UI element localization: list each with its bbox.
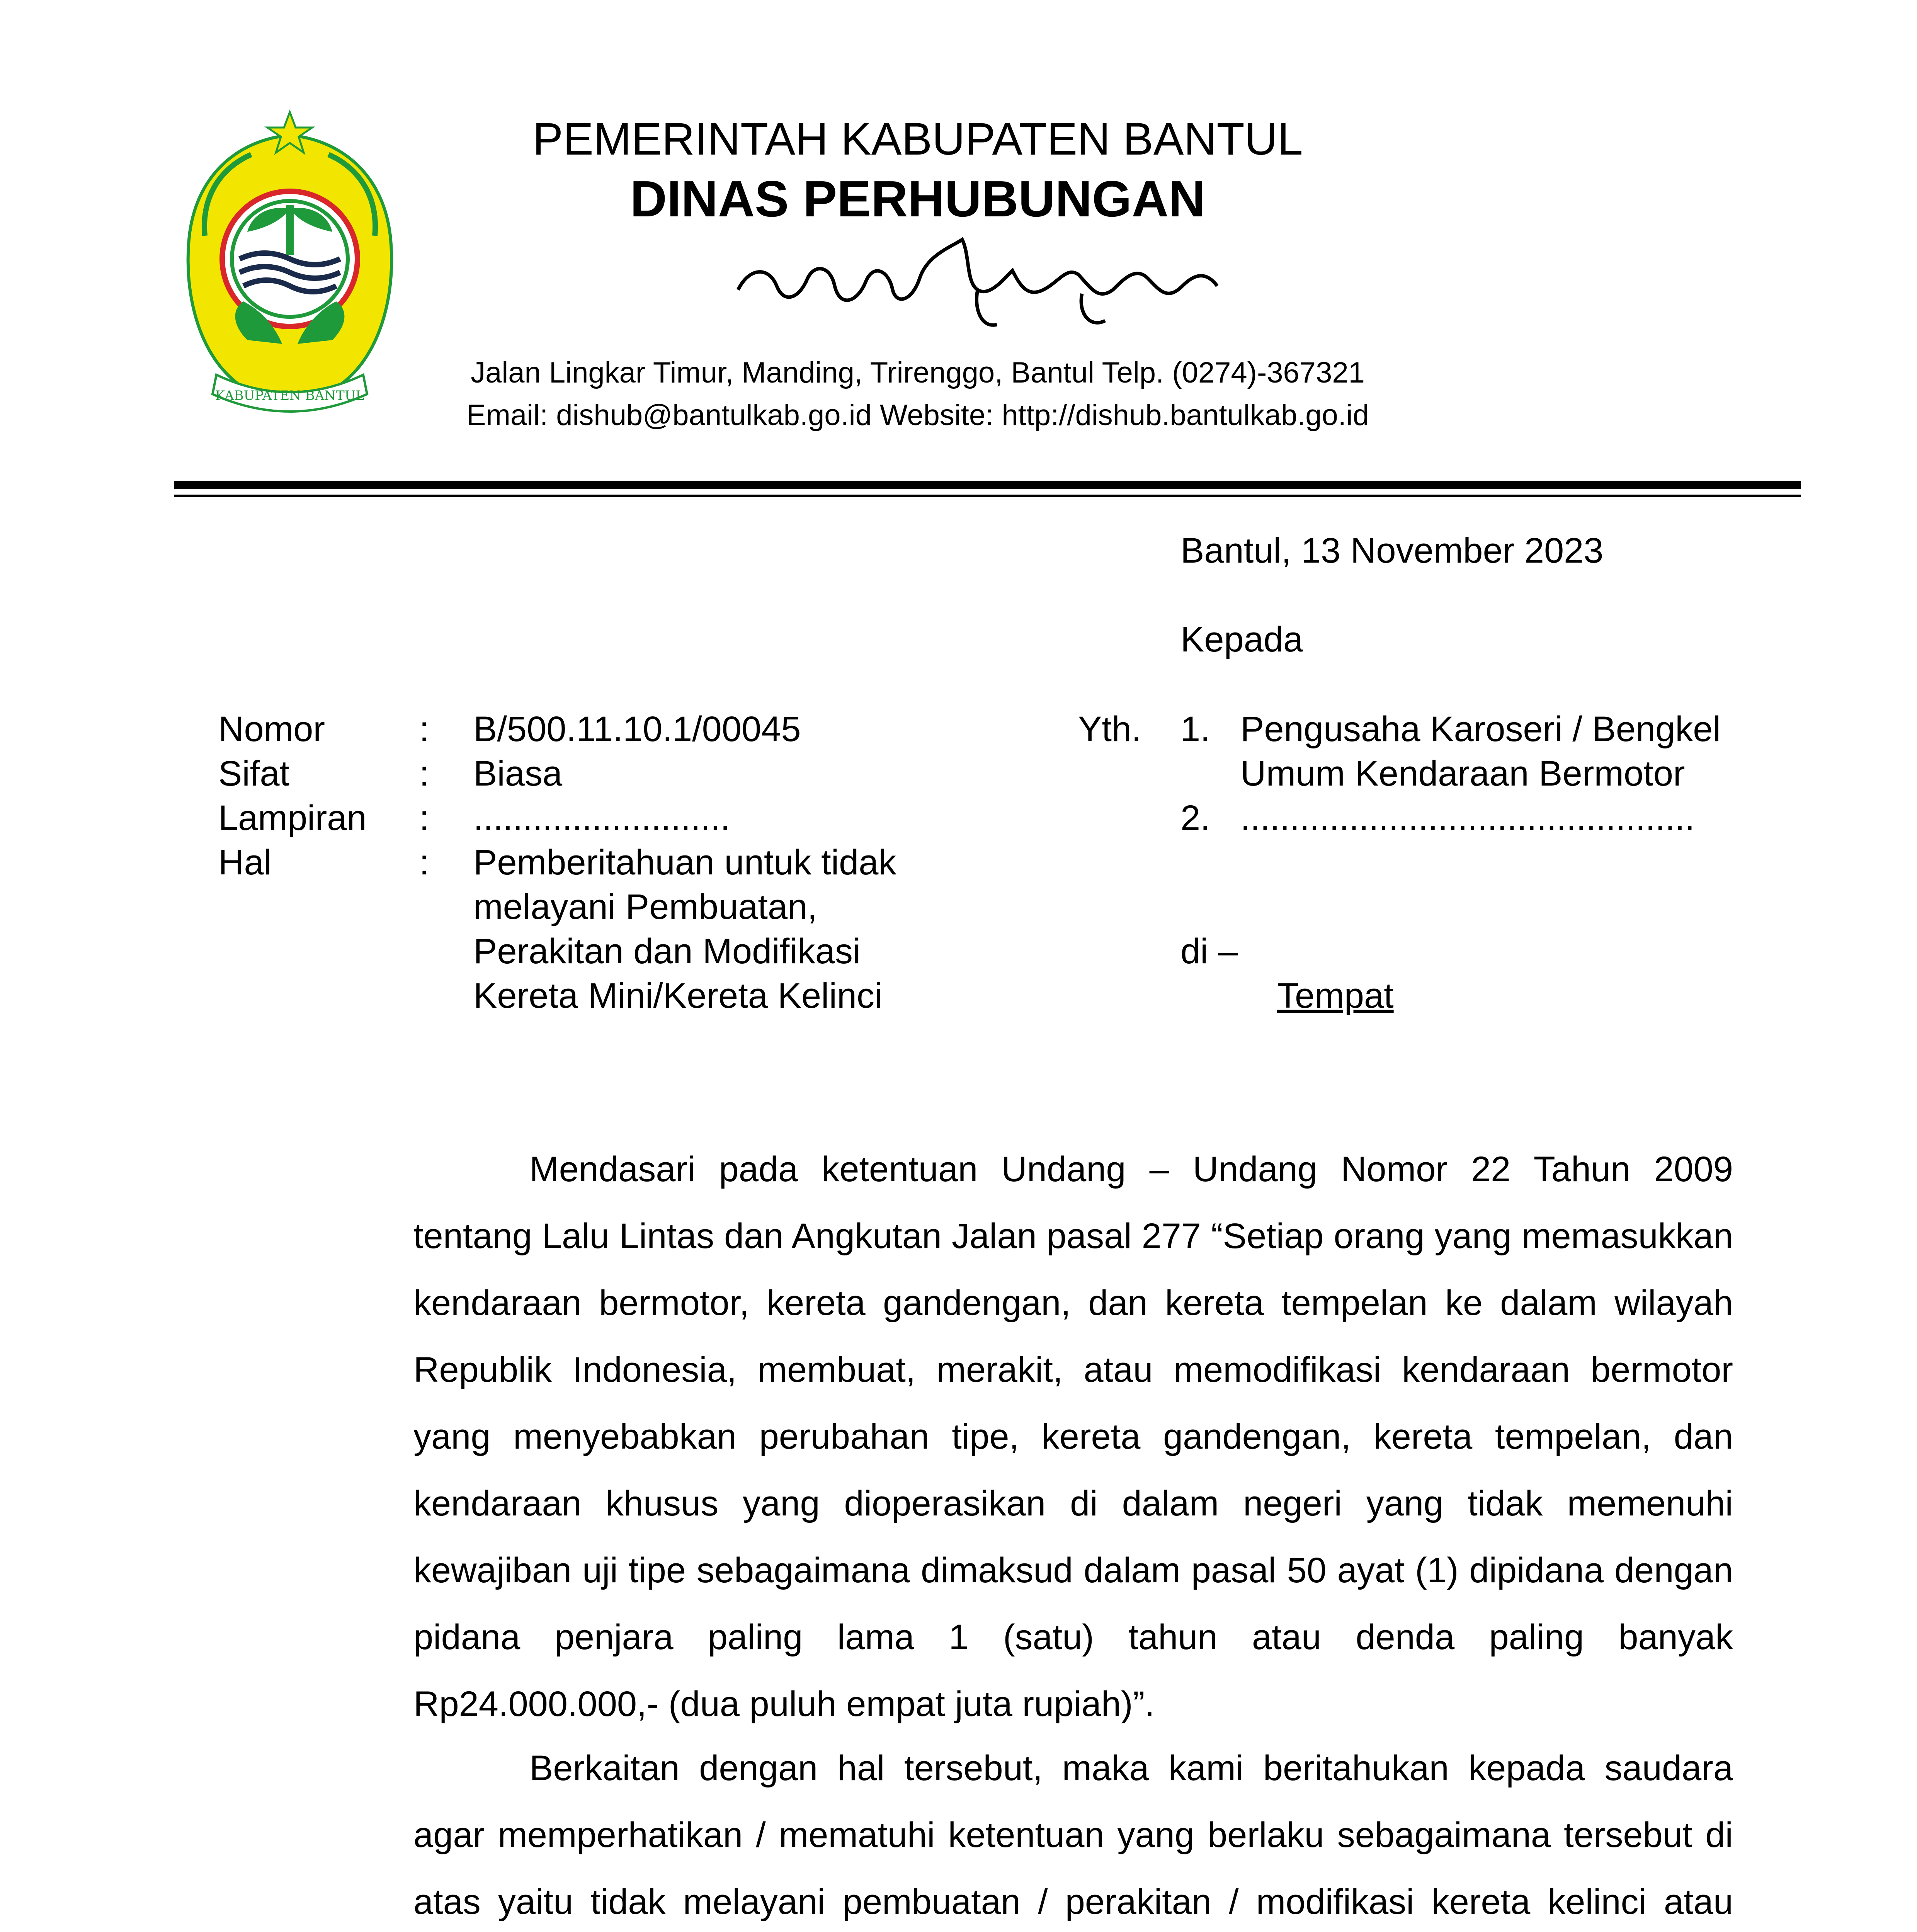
- letterhead-rule-thin: [174, 495, 1801, 497]
- department-name: DINAS PERHUBUNGAN: [630, 170, 1206, 227]
- sifat-colon: :: [419, 754, 429, 793]
- lampiran-label: Lampiran: [218, 798, 367, 838]
- recipient-1-line-2: Umum Kendaraan Bermotor: [1240, 754, 1685, 793]
- letterhead-address: Jalan Lingkar Timur, Manding, Trirenggo, Bantul Telp. (0274)-367321: [471, 356, 1365, 389]
- javanese-script-graphic: [734, 232, 1237, 332]
- recipient-2-number: 2.: [1180, 798, 1210, 838]
- body-paragraph-2: Berkaitan dengan hal tersebut, maka kami beritahukan kepada saudara agar memperhatikan / mematuhi ketentuan yang berlaku sebagaimana tersebut di atas yaitu tidak melayani pembuatan / perakitan / modifikasi kereta kelinci atau: [413, 1748, 1733, 1922]
- tempat-label: Tempat: [1277, 976, 1394, 1015]
- nomor-colon: :: [419, 709, 429, 749]
- seal-ribbon-text: KABUPATEN BANTUL: [215, 388, 364, 403]
- kepada-label: Kepada: [1180, 620, 1303, 659]
- yth-label: Yth.: [1078, 709, 1141, 749]
- letterhead-contact: Email: dishub@bantulkab.go.id Website: http://dishub.bantulkab.go.id: [466, 399, 1369, 432]
- lampiran-colon: :: [419, 798, 429, 838]
- kabupaten-bantul-seal: [182, 108, 398, 437]
- lampiran-value: ..........................: [473, 798, 730, 838]
- nomor-value: B/500.11.10.1/00045: [473, 709, 801, 749]
- government-name: PEMERINTAH KABUPATEN BANTUL: [532, 114, 1303, 165]
- body-paragraph-1: Mendasari pada ketentuan Undang – Undang Nomor 22 Tahun 2009 tentang Lalu Lintas dan Angkutan Jalan pasal 277 “Setiap orang yang memasukkan kendaraan bermotor, kereta gandengan, dan kereta tempelan ke dalam wilayah Republik Indonesia, membuat, merakit, atau memodifikasi kendaraan bermotor yang menyebabkan perubahan tipe, kereta gandengan, kereta tempelan, dan kendaraan khusus yang dioperasikan di dalam negeri yang tidak memenuhi kewajiban uji tipe sebagaimana dimaksud dalam pasal 50 ayat (1) dipidana dengan pidana penjara paling lama 1 (satu) tahun atau denda paling banyak Rp24.000.000,- (dua puluh empat juta rupiah)”.: [413, 1150, 1733, 1724]
- letter-date: Bantul, 13 November 2023: [1180, 531, 1604, 570]
- letterhead-rule-thick: [174, 481, 1801, 489]
- recipient-1-number: 1.: [1180, 709, 1210, 749]
- nomor-label: Nomor: [218, 709, 325, 749]
- sifat-label: Sifat: [218, 754, 290, 793]
- di-label: di –: [1180, 932, 1238, 971]
- recipient-2-line: ..............................................: [1240, 798, 1695, 838]
- hal-label: Hal: [218, 843, 272, 882]
- sifat-value: Biasa: [473, 754, 563, 793]
- hal-colon: :: [419, 843, 429, 882]
- recipient-1-line-1: Pengusaha Karoseri / Bengkel: [1240, 709, 1721, 749]
- hal-value: Pemberitahuan untuk tidak melayani Pembuatan, Perakitan dan Modifikasi Kereta Mini/Kereta Kelinci: [473, 843, 896, 1015]
